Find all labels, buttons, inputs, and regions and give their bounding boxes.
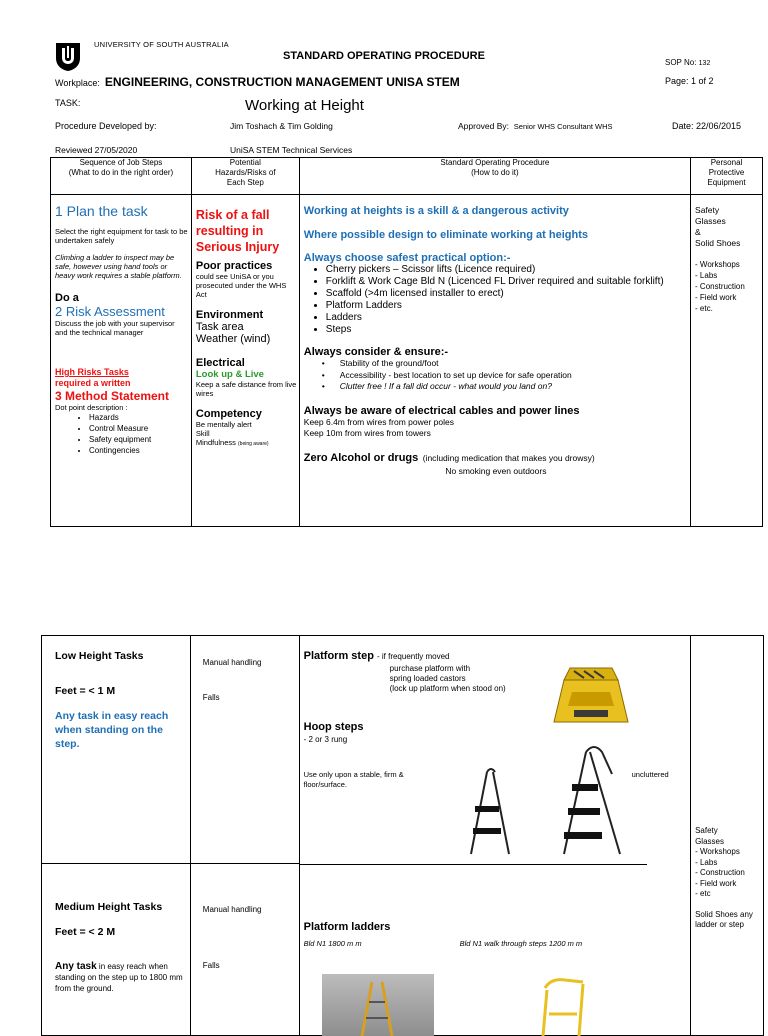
step-3-text: Dot point description : (55, 403, 128, 412)
ppe-cell-2 (691, 636, 764, 1036)
step-1-title: 1 Plan the task (55, 203, 148, 219)
low-height-desc: Any task in easy reach when standing on the step. (55, 710, 169, 750)
consider-list (304, 358, 688, 393)
step-1-italic: Climbing a ladder to inspect may be safe, however using hand tools or heavy work requires a stable platform. (55, 253, 182, 280)
list-item: • Stability of the ground/foot (340, 358, 688, 370)
no-smoking: No smoking even outdoors (445, 465, 547, 476)
step-2-text: Discuss the job with your supervisor and the technical manager (55, 319, 175, 337)
platform-ladder-1: Bld N1 1800 m m (303, 939, 362, 948)
competency-title: Competency (195, 408, 262, 420)
list-item: • Cherry pickers – Scissor lifts (Licence required) (326, 264, 688, 276)
list-item: • Ladders (326, 312, 688, 324)
three-step-ladder-image (550, 744, 630, 859)
uncluttered-text: uncluttered (631, 770, 669, 779)
medium-height-title: Medium Height Tasks (55, 901, 163, 913)
date: Date: 22/06/2015 (672, 121, 742, 131)
task-cell (42, 636, 191, 1036)
row-divider (41, 863, 299, 864)
use-only-text: Use only upon a stable, firm & floor/surface. (303, 770, 404, 789)
medium-height-desc: Any task in easy reach when standing on the step up to 1800 mm from the ground. (55, 961, 183, 993)
platform-step-text: purchase platform with spring loaded castors (389, 664, 471, 683)
list-item: • Steps (326, 324, 688, 336)
competency-2: Skill (195, 429, 210, 438)
sop-number: SOP No: 132 (665, 58, 711, 67)
platform-step-lock: (lock up platform when stood on) (389, 684, 506, 693)
equipment-cell (299, 636, 690, 1036)
developed-by: Jim Toshach & Tim Golding (230, 121, 333, 131)
page-number: Page: 1 of 2 (665, 76, 714, 86)
ppe-line: & (695, 227, 701, 237)
low-height-title: Low Height Tasks (55, 650, 144, 662)
ppe-line: Safety (695, 205, 720, 215)
col-header-sop: Standard Operating Procedure (How to do it) (299, 158, 690, 195)
university-name: UNIVERSITY OF SOUTH AUSTRALIA (94, 40, 229, 49)
competency-1: Be mentally alert (195, 420, 252, 429)
reviewed-date: Reviewed 27/05/2020 (55, 145, 138, 155)
list-item: • Accessibility - best location to set up device for safe operation (340, 370, 688, 382)
list-item: • Scaffold (>4m licensed installer to erect) (326, 288, 688, 300)
sop-table (50, 157, 763, 527)
sop-cell (299, 195, 690, 527)
high-risk-line-2: required a written (55, 378, 131, 388)
step-3-title: 3 Method Statement (55, 389, 170, 403)
zero-alcohol: Zero Alcohol or drugs (including medication that makes you drowsy) (303, 451, 595, 464)
walk-through-steps-image (525, 974, 605, 1036)
step-2-title: 2 Risk Assessment (55, 304, 165, 319)
low-hazard-1: Manual handling (202, 658, 262, 667)
list-item: • Clutter free ! If a fall did occur - what would you land on? (340, 381, 688, 393)
environment-line-2: Weather (wind) (195, 333, 271, 345)
developed-label: Procedure Developed by: (55, 121, 157, 131)
poor-practices-title: Poor practices (195, 260, 273, 272)
medium-height-feet: Feet = < 2 M (55, 926, 116, 938)
environment-line-1: Task area (195, 321, 244, 333)
height-tasks-table (41, 635, 764, 1036)
list-item: • Safety equipment (89, 434, 189, 445)
list-item: • Contingencies (89, 445, 189, 456)
task-label: TASK: (55, 98, 81, 108)
electrical-cables-title: Always be aware of electrical cables and power lines (303, 404, 580, 417)
medium-hazard-1: Manual handling (202, 905, 262, 914)
environment-title: Environment (195, 309, 264, 321)
list-item: • Platform Ladders (326, 300, 688, 312)
workplace: Workplace: ENGINEERING, CONSTRUCTION MANAGEMENT UNISA STEM (55, 75, 460, 89)
risk-of-fall: Risk of a fall resulting in Serious Injury (195, 208, 280, 254)
ppe-areas: - Workshops - Labs - Construction - Field work - etc. (695, 260, 745, 313)
electrical-line-2: Keep 10m from wires from towers (303, 427, 431, 438)
col-header-hazards: Potential Hazards/Risks of Each Step (191, 158, 299, 195)
platform-step-image (550, 662, 632, 732)
competency-3: Mindfulness (being aware) (195, 438, 269, 447)
electrical-line-1: Keep 6.4m from wires from power poles (303, 416, 455, 427)
two-step-ladder-image (465, 768, 517, 858)
sop-line-2: Where possible design to eliminate working at heights (303, 229, 588, 241)
list-item: • Forklift & Work Cage Bld N (Licenced FL Driver required and suitable forklift) (326, 276, 688, 288)
sop-line-1: Working at heights is a skill & a dangerous activity (303, 205, 569, 217)
platform-step-title: Platform step - if frequently moved (303, 650, 450, 662)
doc-type: STANDARD OPERATING PROCEDURE (283, 50, 485, 62)
high-risk-line-1: High Risks Tasks (55, 367, 129, 377)
col-header-steps: Sequence of Job Steps (What to do in the right order) (51, 158, 192, 195)
sop-line-3: Always choose safest practical option:- (303, 252, 511, 264)
step-3-list (55, 412, 189, 456)
platform-ladder-2: Bld N1 walk through steps 1200 m m (459, 939, 583, 948)
section-divider (300, 864, 647, 865)
electrical-green: Look up & Live (195, 369, 264, 380)
ppe-line: Glasses (695, 216, 726, 226)
steps-cell (51, 195, 192, 527)
platform-ladder-photo-1 (322, 974, 434, 1036)
col-header-ppe: Personal Protective Equipment (691, 158, 763, 195)
hoop-steps-title: Hoop steps (303, 721, 364, 733)
electrical-text: Keep a safe distance from live wires (195, 380, 297, 398)
electrical-title: Electrical (195, 357, 245, 369)
options-list (304, 264, 688, 336)
ppe-2-block: Safety Glasses - Workshops - Labs - Construction - Field work - etc Solid Shoes any ladder or step (695, 826, 753, 929)
medium-hazard-2: Falls (202, 961, 220, 970)
hoop-steps-text: - 2 or 3 rung (303, 735, 348, 744)
list-item: • Control Measure (89, 423, 189, 434)
approved-by: Approved By: Senior WHS Consultant WHS (458, 121, 613, 131)
do-a: Do a (55, 292, 79, 304)
list-item: • Hazards (89, 412, 189, 423)
consider-title: Always consider & ensure:- (303, 346, 449, 358)
ppe-line: Solid Shoes (695, 238, 741, 248)
step-1-text: Select the right equipment for task to be undertaken safely (55, 227, 188, 245)
hazards-cell (191, 195, 299, 527)
hazard-cell-2 (190, 636, 299, 1036)
poor-practices-text: could see UniSA or you prosecuted under the WHS Act (195, 272, 287, 299)
low-hazard-2: Falls (202, 693, 220, 702)
low-height-feet: Feet = < 1 M (55, 685, 116, 697)
ppe-cell (691, 195, 763, 527)
unit-name: UniSA STEM Technical Services (230, 145, 353, 155)
page-title: Working at Height (245, 97, 364, 114)
platform-ladders-title: Platform ladders (303, 921, 391, 933)
